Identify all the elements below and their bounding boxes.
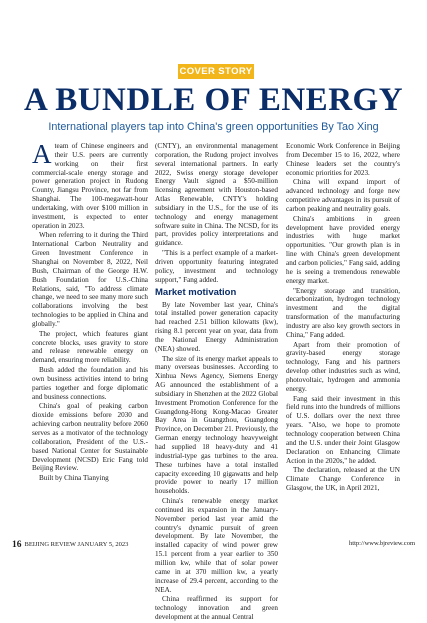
paragraph: "Energy storage and transition, decarbonization, hydrogen technology investment and the digital transformation of the manufacturing industry are also key growth sectors in China," Fang added. bbox=[286, 286, 400, 339]
paragraph: "This is a perfect example of a market-driven opportunity featuring integrated policy, investment and technology support," Fang added. bbox=[155, 249, 278, 284]
paragraph: Apart from their promotion of gravity-based energy storage technology, Fang and his partners develop other industries such as wind, photovoltaic, hydrogen and ammonia energy. bbox=[286, 340, 400, 393]
byline: By Tao Xing bbox=[321, 121, 379, 133]
column-3 bbox=[286, 142, 400, 494]
paragraph: China's ambitions in green development have provided energy industries with huge market opportunities. "Our growth plan is in line with China's green development and carbon policies," Fang said, adding he is seeing a tremendous renewable energy market. bbox=[286, 214, 400, 285]
paragraph: (CNTY), an environmental management corporation, the Rudong project involves several international partners. In early 2022, Swiss energy storage developer Energy Vault signed a $50-million licensing agreement with Houston-based Atlas Renewable, CNTY's holding subsidiary in the U.S., for the use of its technology and energy management software suite in China. The NCSD, for its part, provides policy interpretations and guidance. bbox=[155, 142, 278, 248]
paragraph: China will expand import of advanced technology and forge new competitive advantages in its pursuit of carbon peaking and neutrality goals. bbox=[286, 178, 400, 213]
paragraph: China's renewable energy market continued its expansion in the January-November period last year amid the country's dynamic pursuit of green development. By late November, the installed capacity of wind power grew 15.1 percent from a year earlier to 350 million kw, while that of solar power came in at 370 million kw, a yearly increase of 29.4 percent, according to the NEA. bbox=[155, 497, 278, 594]
paragraph: The project, which features giant concrete blocks, uses gravity to store and release renewable energy on demand, ensuring more reliability. bbox=[32, 329, 148, 365]
paragraph: Built by China Tianying bbox=[39, 474, 109, 483]
drop-cap: A bbox=[32, 139, 52, 169]
page-number: 16 bbox=[12, 540, 22, 550]
paragraph: The declaration, released at the UN Climate Change Conference in Glasgow, the UK, in April 2021, bbox=[286, 466, 400, 493]
paragraph: The size of its energy market appeals to many overseas businesses. According to Xinhua News Agency, Siemens Energy AG announced the establishment of a subsidiary in Shenzhen at the 2022 Global Investment Promotion Conference for the Guangdong-Hong Kong-Macao Greater Bay Area in Guangzhou, Guangdong Province, on December 21. Previously, the German energy technology heavyweight had supplied 18 heavy-duty and 41 industrial-type gas turbines to the area. These turbines have a total installed capacity exceeding 10 gigawatts and help provide power to nearly 17 million households. bbox=[155, 354, 278, 496]
section-kicker: COVER STORY bbox=[179, 66, 253, 77]
footer-url[interactable]: http://www.bjreview.com bbox=[349, 540, 415, 547]
page-footer bbox=[12, 540, 415, 552]
paragraph: China's goal of peaking carbon dioxide emissions before 2030 and achieving carbon neutrality before 2060 serves as a motivator of the technology collaboration, President of the U.S.-based National Center for Sustainable Development (NCSD) Eric Fang told Beijing Review. bbox=[32, 402, 148, 473]
deck-text: International players tap into China's green opportunities bbox=[48, 121, 319, 133]
column-1 bbox=[32, 139, 148, 484]
publication-date: BEIJING REVIEW JANUARY 5, 2023 bbox=[24, 541, 129, 548]
paragraph: Fang said their investment in this field runs into the hundreds of millions of U.S. dollars over the next three years. "Also, we hope to promote technology cooperation between China and the U.S. under their Joint Glasgow Declaration on Enhancing Climate Action in the 2020s," he added. bbox=[286, 394, 400, 465]
paragraph: Ateam of Chinese engineers and their U.S. peers are currently working on their first commercial-scale energy storage and power generation project in Rudong County, Jiangsu Province, not far from Shanghai. The 100-megawatt-hour undertaking, with over $100 million in investment, is expected to enter operation in 2023. bbox=[32, 139, 148, 230]
paragraph: China reaffirmed its support for technology innovation and green development at the annual Central bbox=[155, 595, 278, 622]
footer-left bbox=[12, 540, 128, 550]
paragraph: When referring to it during the Third International Carbon Neutrality and Green Investment Conference in Shanghai on November 8, 2022, Neil Bush, Chairman of the George H.W. Bush Foundation for U.S.-China Relations, said, "To address climate change, we need to see many more such collaborations involving the best technologies to be applied in China and globally." bbox=[32, 231, 148, 328]
paragraph: By late November last year, China's total installed power generation capacity had reached 2.51 billion kilowatts (kw), rising 8.1 percent year on year, data from the National Energy Administration (NEA) showed. bbox=[155, 300, 278, 353]
paragraph: Economic Work Conference in Beijing from December 15 to 16, 2022, where Chinese leaders set the country's economic priorities for 2023. bbox=[286, 142, 400, 177]
article-headline: A BUNDLE OF ENERGY bbox=[23, 82, 404, 118]
paragraph: Bush added the foundation and his own business activities intend to bring parties together and forge diplomatic and business connections. bbox=[32, 366, 148, 401]
article-deck bbox=[0, 121, 427, 134]
section-heading: Market motivation bbox=[155, 286, 237, 298]
